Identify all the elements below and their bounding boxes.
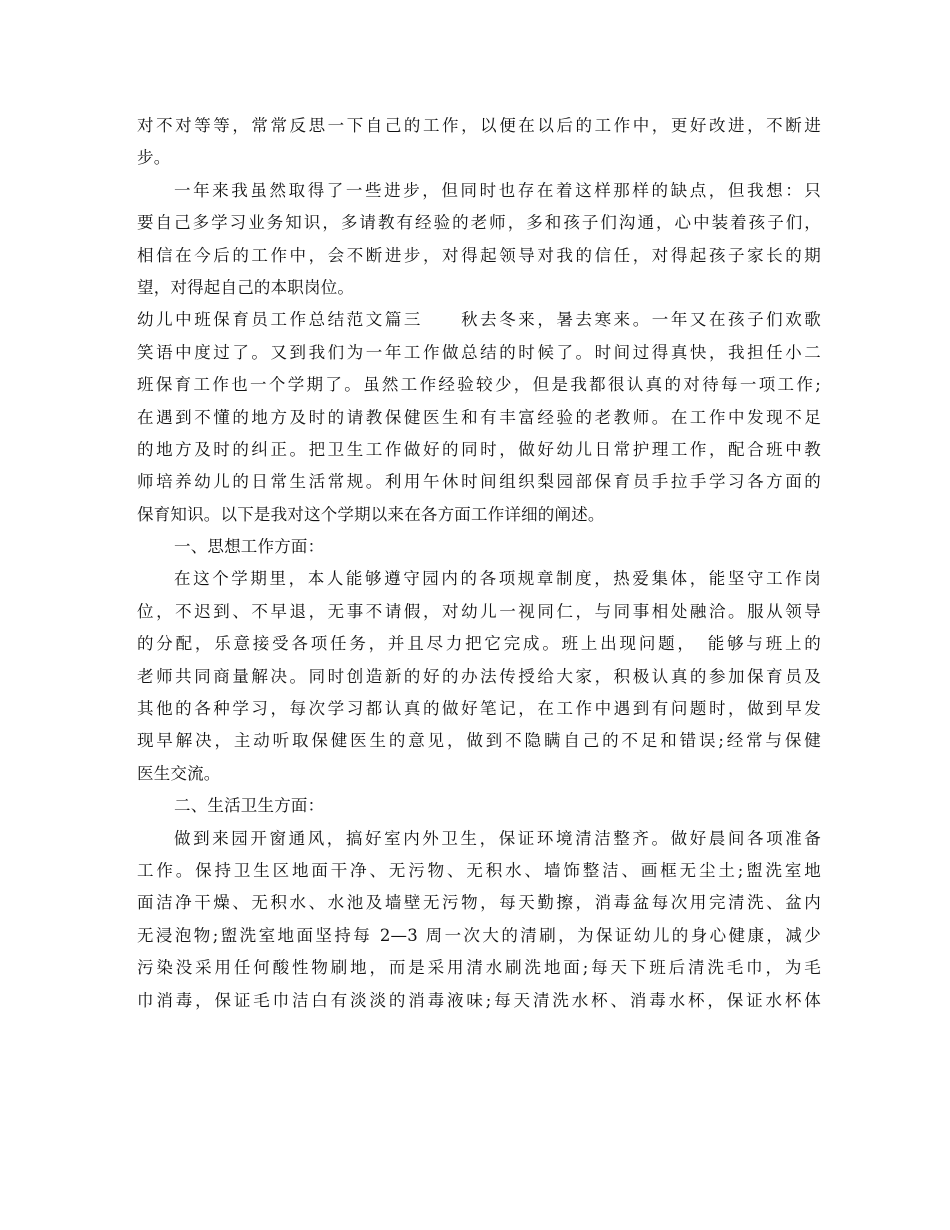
text-line: 工作。保持卫生区地面干净、无污物、无积水、墙饰整洁、画框无尘土;盥洗室地 [137,860,821,880]
text-line: 步。 [137,148,171,168]
text-line: 老师共同商量解决。同时创造新的好的办法传授给大家，积极认真的参加保育员及 [137,666,821,686]
text-line: 笑语中度过了。又到我们为一年工作做总结的时候了。时间过得真快，我担任小二 [137,342,821,362]
text-line: 二、生活卫生方面： [174,796,325,816]
text-line: 望，对得起自己的本职岗位。 [137,277,355,297]
text-line: 面洁净干燥、无积水、水池及墙壁无污物，每天勤擦，消毒盆每次用完清洗、盆内 [137,893,821,913]
text-line: 位，不迟到、不早退，无事不请假，对幼儿一视同仁，与同事相处融洽。服从领导 [137,601,821,621]
document-page [137,110,821,1017]
text-line: 的分配，乐意接受各项任务，并且尽力把它完成。班上出现问题， 能够与班上的 [137,634,821,654]
text-line: 无浸泡物;盥洗室地面坚持每 2—3 周一次大的清刷，为保证幼儿的身心健康，减少 [137,925,821,945]
text-line: 在遇到不懂的地方及时的请教保健医生和有丰富经验的老教师。在工作中发现不足 [137,407,821,427]
text-line: 保育知识。以下是我对这个学期以来在各方面工作详细的阐述。 [137,504,605,524]
text-line: 做到来园开窗通风，搞好室内外卫生，保证环境清洁整齐。做好晨间各项准备 [174,828,821,848]
text-line: 的地方及时的纠正。把卫生工作做好的同时，做好幼儿日常护理工作，配合班中教 [137,439,821,459]
text-line: 相信在今后的工作中，会不断进步，对得起领导对我的信任，对得起孩子家长的期 [137,245,821,265]
text-line: 对不对等等，常常反思一下自己的工作，以便在以后的工作中，更好改进，不断进 [137,116,821,135]
text-line: 一年来我虽然取得了一些进步，但同时也存在着这样那样的缺点，但我想：只 [174,180,821,200]
text-line: 其他的各种学习，每次学习都认真的做好笔记，在工作中遇到有问题时，做到早发 [137,699,821,719]
text-line: 巾消毒，保证毛巾洁白有淡淡的消毒液味;每天清洗水杯、消毒水杯，保证水杯体 [137,990,821,1010]
text-line: 幼儿中班保育员工作总结范文篇三 秋去冬来，暑去寒来。一年又在孩子们欢歌 [137,310,821,330]
text-line: 医生交流。 [137,763,221,783]
text-line: 污染没采用任何酸性物刷地，而是采用清水刷洗地面;每天下班后清洗毛巾，为毛 [137,958,821,978]
text-line: 现早解决，主动听取保健医生的意见，做到不隐瞒自己的不足和错误;经常与保健 [137,731,821,751]
text-line: 一、思想工作方面： [174,537,325,557]
text-line: 要自己多学习业务知识，多请教有经验的老师，多和孩子们沟通，心中装着孩子们， [137,213,821,233]
text-line: 师培养幼儿的日常生活常规。利用午休时间组织梨园部保育员手拉手学习各方面的 [137,472,821,492]
text-line: 班保育工作也一个学期了。虽然工作经验较少，但是我都很认真的对待每一项工作; [137,375,821,395]
text-line: 在这个学期里，本人能够遵守园内的各项规章制度，热爱集体，能坚守工作岗 [174,569,821,589]
